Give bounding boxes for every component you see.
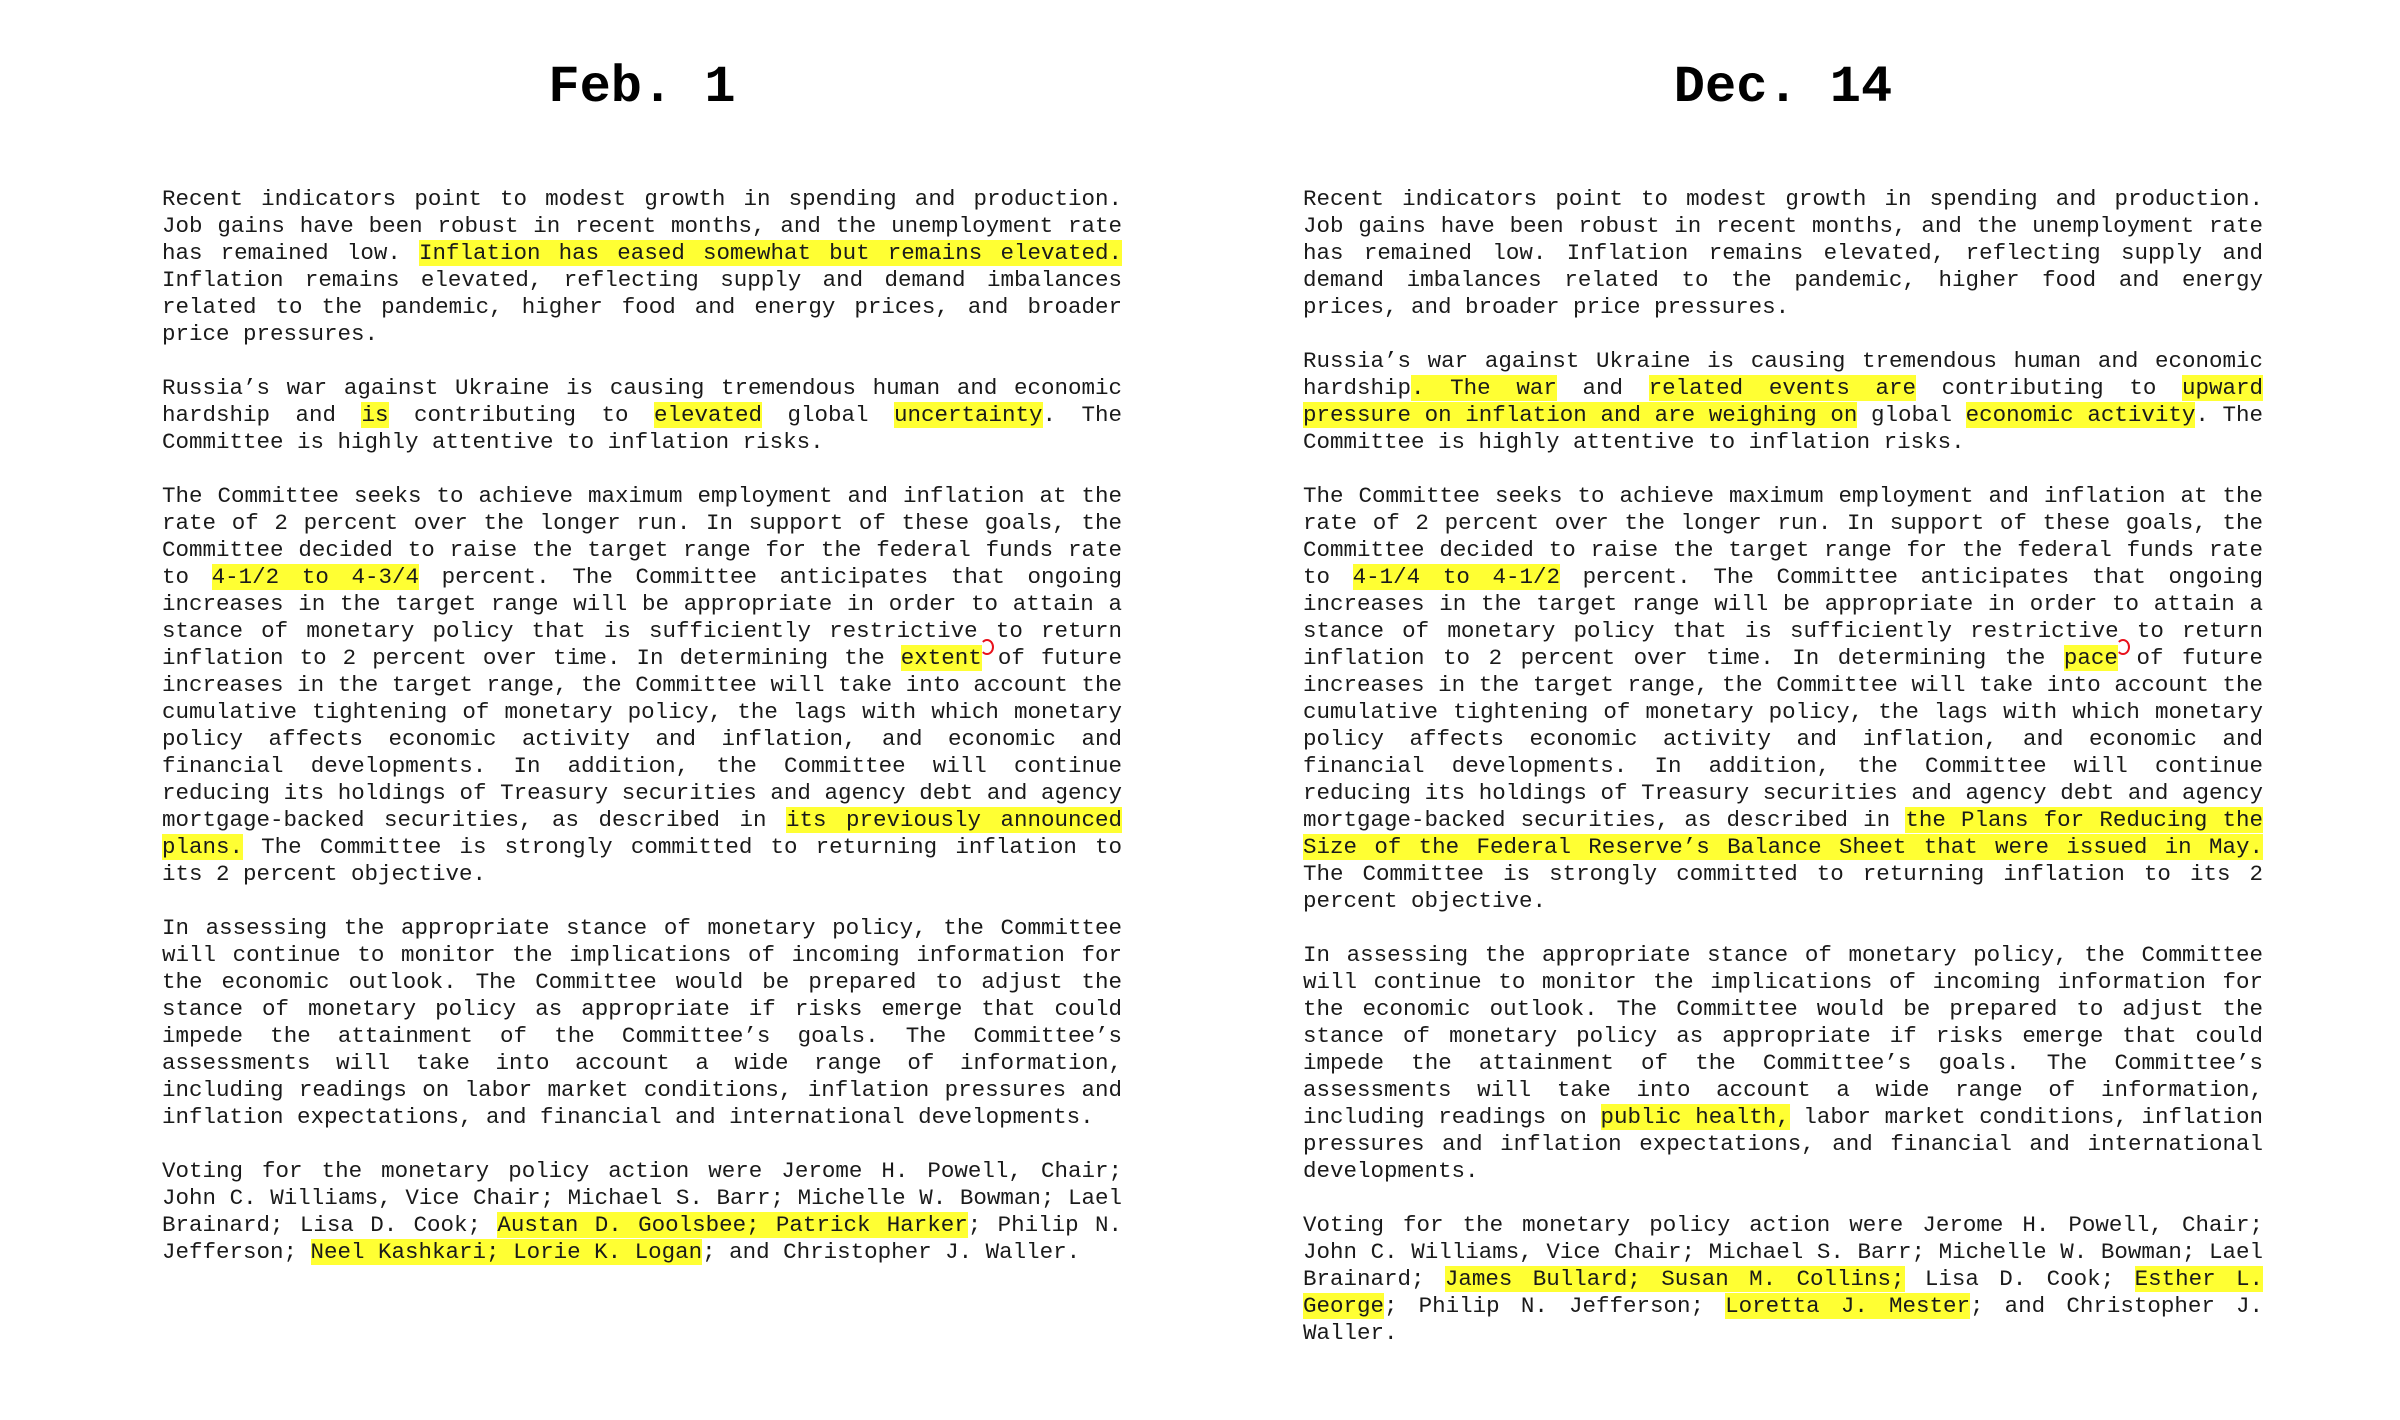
- highlighted-change: its previously announced plans.: [162, 807, 1122, 860]
- paragraph-text: percent. The Committee anticipates that ongoing increases in the target range will be appropriate in order to attain a stance of monetary policy that is sufficiently restrictive to return inflation to 2 percent over time. In determining the: [162, 564, 1123, 671]
- statement-paragraph: [1303, 186, 2263, 321]
- paragraph-text: Russia’s war against Ukraine is causing tremendous human and economic hardship: [1303, 348, 2263, 401]
- dec-14-statement-column: [1303, 0, 2263, 1374]
- highlighted-change: 4-1/2 to 4-3/4: [211, 564, 419, 590]
- highlighted-change: uncertainty: [893, 402, 1043, 428]
- highlighted-change: James Bullard; Susan M. Collins;: [1444, 1266, 1905, 1292]
- paragraph-text: Voting for the monetary policy action were Jerome H. Powell, Chair; John C. Williams, Vice Chair; Michael S. Barr; Michelle W. Bowman; Lael Brainard;: [1303, 1212, 2263, 1292]
- paragraph-text: Recent indicators point to modest growth in spending and production. Job gains have been robust in recent months, and the unemployment rate has remained low. Inflation remains elevated, reflecting supply and demand imbalances related to the pandemic, higher food and energy prices, and broader price pressures.: [1303, 186, 2263, 320]
- paragraph-text: ; Philip N. Jefferson;: [162, 1212, 1122, 1265]
- statement-paragraph: [1303, 483, 2263, 915]
- paragraph-text: . The Committee is highly attentive to inflation risks.: [162, 402, 1122, 455]
- highlighted-change: extent: [900, 645, 982, 671]
- highlighted-change: Neel Kashkari; Lorie K. Logan: [310, 1239, 703, 1265]
- paragraph-text: The Committee seeks to achieve maximum employment and inflation at the rate of 2 percent over the longer run. In support of these goals, the Committee decided to raise the target range for the federal funds rate to: [162, 483, 1122, 590]
- paragraph-text: labor market conditions, inflation pressures and inflation expectations, and financial and international developments.: [1303, 1104, 2263, 1184]
- paragraph-text: The Committee is strongly committed to returning inflation to its 2 percent objective.: [1303, 861, 2263, 914]
- paragraph-text: In assessing the appropriate stance of monetary policy, the Committee will continue to monitor the implications of incoming information for the economic outlook. The Committee would be prepared to adjust the stance of monetary policy as appropriate if risks emerge that could impede the attainment of the Committee’s goals. The Committee’s assessments will take into account a wide range of information, including readings on: [1303, 942, 2263, 1130]
- highlighted-change: is: [361, 402, 389, 428]
- highlighted-change: related events are: [1648, 375, 1916, 401]
- statement-paragraph: [162, 375, 1122, 456]
- paragraph-text: and: [1556, 375, 1649, 401]
- paragraph-text: of future increases in the target range, the Committee will take into account the cumulative tightening of monetary policy, the lags with which monetary policy affects economic activity and inflation, and economic and financial developments. In addition, the Committee will continue reducing its holdings of Treasury securities and agency debt and agency mortgage-backed securities, as described in: [162, 645, 1122, 833]
- statement-paragraph: [162, 483, 1122, 888]
- paragraph-text: ; and Christopher J. Waller.: [702, 1239, 1081, 1265]
- paragraph-text: global: [1857, 402, 1966, 428]
- paragraph-text: ; and Christopher J. Waller.: [1303, 1293, 2264, 1346]
- highlighted-change: the Plans for Reducing the Size of the Federal Reserve’s Balance Sheet that were issued in May.: [1303, 807, 2263, 860]
- highlighted-change: upward pressure on inflation and are weighing on: [1303, 375, 2263, 428]
- paragraph-text: percent. The Committee anticipates that ongoing increases in the target range will be appropriate in order to attain a stance of monetary policy that is sufficiently restrictive to return inflation to 2 percent over time. In determining the: [1303, 564, 2264, 671]
- paragraph-text: Russia’s war against Ukraine is causing tremendous human and economic hardship and: [162, 375, 1122, 428]
- highlighted-change: elevated: [653, 402, 762, 428]
- highlighted-change: pace: [2063, 645, 2118, 671]
- paragraph-text: Recent indicators point to modest growth in spending and production. Job gains have been robust in recent months, and the unemployment rate has remained low.: [162, 186, 1122, 266]
- highlighted-change: public health,: [1600, 1104, 1790, 1130]
- highlighted-change: . The war: [1411, 375, 1557, 401]
- statement-paragraph: [162, 915, 1122, 1131]
- dec-14-date-heading: Dec. 14: [1673, 58, 1893, 117]
- feb-1-paragraphs: [162, 186, 1122, 1266]
- paragraph-text: Inflation remains elevated, reflecting supply and demand imbalances related to the pandemic, higher food and energy prices, and broader price pressures.: [162, 267, 1122, 347]
- highlighted-change: 4-1/4 to 4-1/2: [1352, 564, 1560, 590]
- paragraph-text: Lisa D. Cook;: [1904, 1266, 2135, 1292]
- highlighted-change: Austan D. Goolsbee; Patrick Harker: [497, 1212, 968, 1238]
- paragraph-text: global: [762, 402, 894, 428]
- paragraph-text: Voting for the monetary policy action were Jerome H. Powell, Chair; John C. Williams, Vice Chair; Michael S. Barr; Michelle W. Bowman; Lael Brainard; Lisa D. Cook;: [162, 1158, 1122, 1238]
- feb-1-date-heading: Feb. 1: [548, 58, 736, 117]
- dec-14-paragraphs: [1303, 186, 2263, 1347]
- paragraph-text: . The Committee is highly attentive to inflation risks.: [1303, 402, 2263, 455]
- statement-paragraph: [162, 1158, 1122, 1266]
- paragraph-text: In assessing the appropriate stance of monetary policy, the Committee will continue to monitor the implications of incoming information for the economic outlook. The Committee would be prepared to adjust the stance of monetary policy as appropriate if risks emerge that could impede the attainment of the Committee’s goals. The Committee’s assessments will take into account a wide range of information, including readings on labor market conditions, inflation pressures and inflation expectations, and financial and international developments.: [162, 915, 1122, 1130]
- highlighted-change: Inflation has eased somewhat but remains elevated.: [418, 240, 1122, 266]
- statement-paragraph: [1303, 348, 2263, 456]
- paragraph-text: contributing to: [388, 402, 654, 428]
- highlighted-change: Esther L. George: [1303, 1266, 2263, 1319]
- paragraph-text: contributing to: [1916, 375, 2182, 401]
- statement-paragraph: [1303, 942, 2263, 1185]
- paragraph-text: The Committee is strongly committed to returning inflation to its 2 percent objective.: [162, 834, 1122, 887]
- feb-1-statement-column: [162, 0, 1122, 1293]
- paragraph-text: ; Philip N. Jefferson;: [1384, 1293, 1726, 1319]
- paragraph-text: of future increases in the target range, the Committee will take into account the cumulative tightening of monetary policy, the lags with which monetary policy affects economic activity and inflation, and economic and financial developments. In addition, the Committee will continue reducing its holdings of Treasury securities and agency debt and agency mortgage-backed securities, as described in: [1303, 645, 2263, 833]
- paragraph-text: The Committee seeks to achieve maximum employment and inflation at the rate of 2 percent over the longer run. In support of these goals, the Committee decided to raise the target range for the federal funds rate to: [1303, 483, 2263, 590]
- statement-paragraph: [1303, 1212, 2263, 1347]
- highlighted-change: economic activity: [1965, 402, 2196, 428]
- statement-paragraph: [162, 186, 1122, 348]
- highlighted-change: Loretta J. Mester: [1725, 1293, 1971, 1319]
